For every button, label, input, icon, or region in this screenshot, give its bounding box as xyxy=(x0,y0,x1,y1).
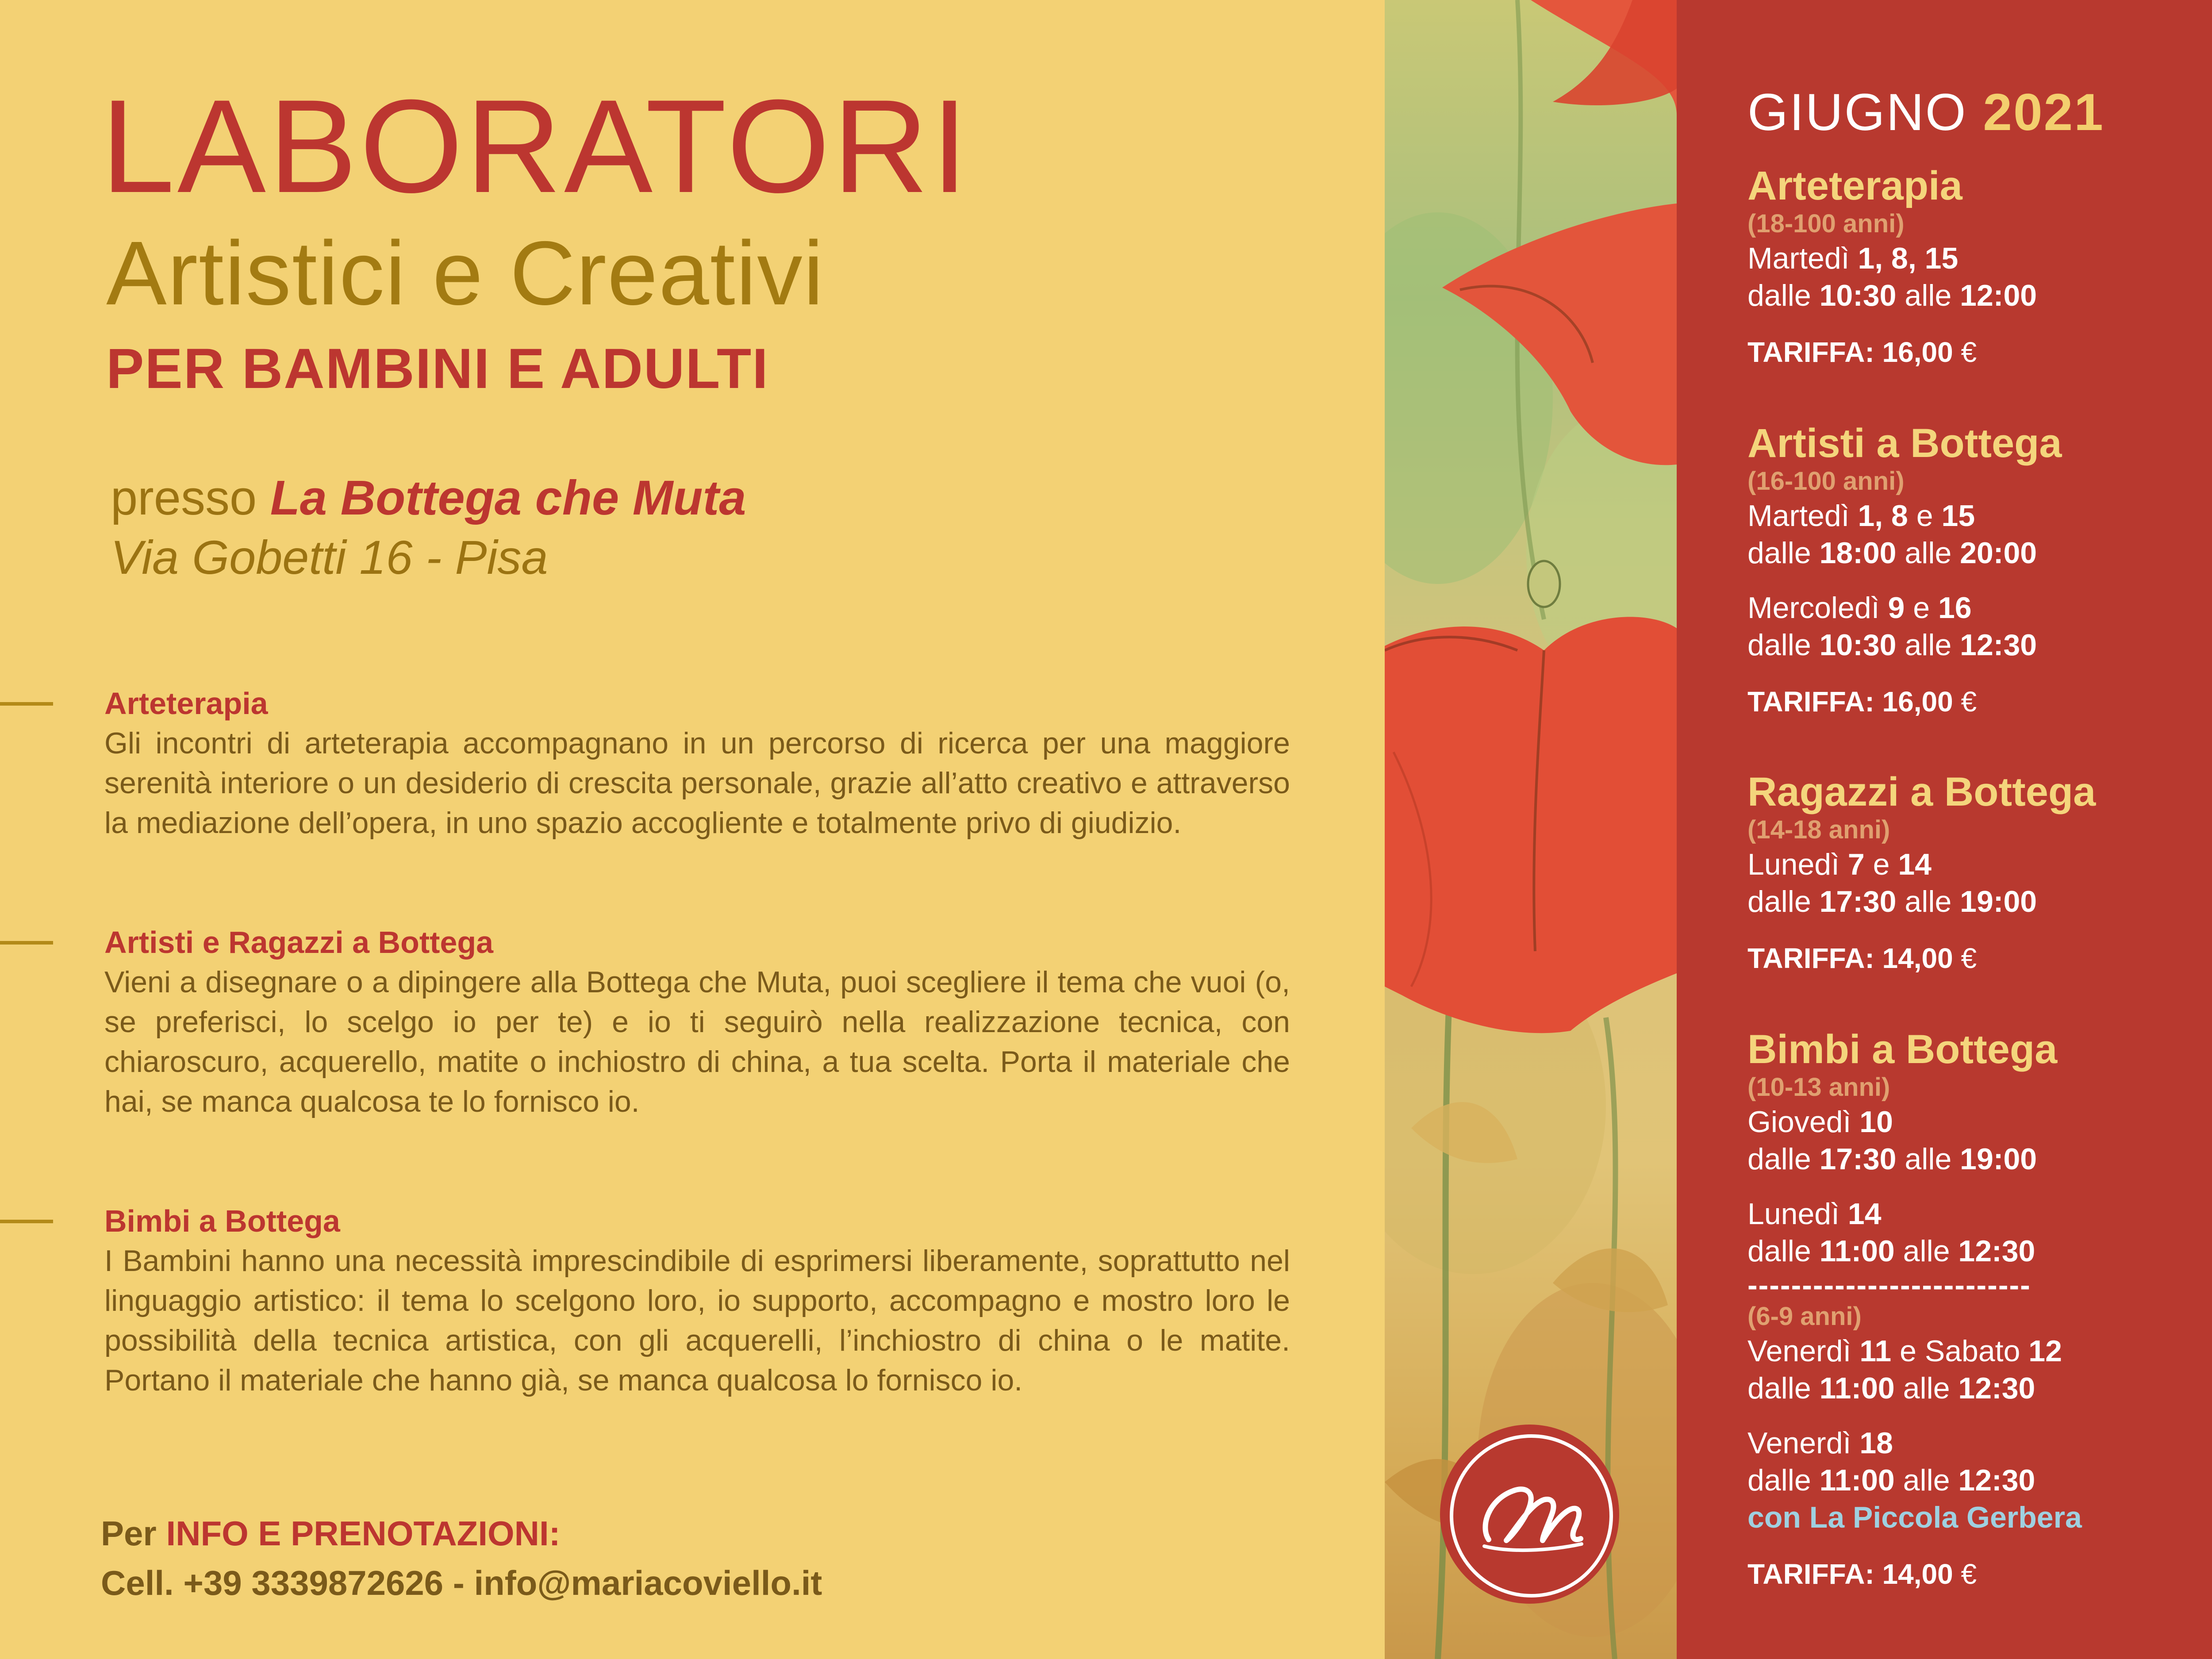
month-name: GIUGNO xyxy=(1747,83,1967,142)
schedule-month xyxy=(1747,83,2104,142)
schedule-days: Lunedì 7 e 14 xyxy=(1747,848,1932,881)
contact-info-label: INFO E PRENOTAZIONI: xyxy=(166,1514,561,1553)
page-title: LABORATORI xyxy=(101,72,971,220)
contact-block xyxy=(101,1509,822,1608)
schedule-time: dalle 18:00 alle 20:00 xyxy=(1747,536,2037,570)
audience-heading: PER BAMBINI E ADULTI xyxy=(106,337,769,400)
schedule-days: Giovedì 10 xyxy=(1747,1105,1893,1139)
poppy-painting-svg xyxy=(1385,0,1677,1659)
schedule-days: Mercoledì 9 e 16 xyxy=(1747,591,1972,625)
month-year: 2021 xyxy=(1983,83,2104,142)
venue-address: Via Gobetti 16 - Pisa xyxy=(111,530,548,584)
schedule-tariff: TARIFFA: 14,00 € xyxy=(1747,1558,1977,1590)
section-body: Gli incontri di arteterapia accompagnano in un percorso di ricerca per una maggiore serenità interiore o un desiderio di crescita personale, grazie all’atto creativo e attraverso la mediazione dell’opera, in uno spazio accogliente e totalmente privo di giudizio. xyxy=(104,726,1290,840)
schedule-time: dalle 10:30 alle 12:00 xyxy=(1747,279,2037,312)
signature-monogram-logo-icon xyxy=(1440,1425,1619,1604)
section-body: Vieni a disegnare o a dipingere alla Bottega che Muta, puoi scegliere il tema che vuoi (o, se preferisci, lo scelgo io per te) e io ti seguirò nella realizzazione tecnica, con chiaroscuro, acquerello, matite o inchiostro di china, a tua scelta. Porta il materiale che hai, se manca qualcosa te lo fornisco io. xyxy=(104,965,1290,1118)
venue-line xyxy=(111,469,746,527)
schedule-ragazzi xyxy=(1747,770,2199,977)
schedule-panel xyxy=(1677,0,2212,1659)
schedule-age: (6-9 anni) xyxy=(1747,1302,1862,1331)
schedule-time: dalle 11:00 alle 12:30 xyxy=(1747,1234,2035,1268)
section-bimbi xyxy=(104,1201,1290,1400)
schedule-bimbi xyxy=(1747,1027,2199,1593)
schedule-tariff: TARIFFA: 14,00 € xyxy=(1747,942,1977,974)
schedule-time: dalle 11:00 alle 12:30 xyxy=(1747,1463,2035,1497)
schedule-days: Martedì 1, 8, 15 xyxy=(1747,242,1959,275)
schedule-days: Martedì 1, 8 e 15 xyxy=(1747,499,1975,533)
logo-mark-icon xyxy=(1440,1425,1619,1604)
schedule-partner: con La Piccola Gerbera xyxy=(1747,1501,2082,1534)
schedule-tariff: TARIFFA: 16,00 € xyxy=(1747,686,1977,718)
schedule-time: dalle 17:30 alle 19:00 xyxy=(1747,885,2037,918)
schedule-days: Venerdì 11 e Sabato 12 xyxy=(1747,1334,2062,1368)
contact-per: Per xyxy=(101,1514,157,1553)
section-arteterapia xyxy=(104,684,1290,843)
section-title: Arteterapia xyxy=(104,686,268,721)
section-dash xyxy=(0,941,53,945)
schedule-age: (14-18 anni) xyxy=(1747,815,1890,844)
page-subtitle: Artistici e Creativi xyxy=(106,223,825,324)
schedule-title: Ragazzi a Bottega xyxy=(1747,769,2096,814)
venue-name: La Bottega che Muta xyxy=(270,471,746,525)
schedule-age: (18-100 anni) xyxy=(1747,209,1905,238)
schedule-tariff: TARIFFA: 16,00 € xyxy=(1747,336,1977,368)
schedule-time: dalle 17:30 alle 19:00 xyxy=(1747,1142,2037,1176)
section-title: Bimbi a Bottega xyxy=(104,1204,340,1238)
schedule-title: Artisti a Bottega xyxy=(1747,421,2062,466)
schedule-separator: -------------------------- xyxy=(1747,1268,2031,1302)
section-title: Artisti e Ragazzi a Bottega xyxy=(104,925,494,960)
schedule-days: Lunedì 14 xyxy=(1747,1197,1882,1231)
schedule-title: Arteterapia xyxy=(1747,163,1962,208)
schedule-artisti xyxy=(1747,421,2199,720)
contact-heading xyxy=(101,1509,822,1558)
schedule-days: Venerdì 18 xyxy=(1747,1426,1893,1460)
section-dash xyxy=(0,1220,53,1223)
schedule-time: dalle 11:00 alle 12:30 xyxy=(1747,1371,2035,1405)
presso-label: presso xyxy=(111,471,257,525)
contact-line[interactable]: Cell. +39 3339872626 - info@mariacoviello.it xyxy=(101,1563,822,1602)
schedule-age: (16-100 anni) xyxy=(1747,467,1905,495)
schedule-time: dalle 10:30 alle 12:30 xyxy=(1747,628,2037,662)
schedule-age: (10-13 anni) xyxy=(1747,1073,1890,1102)
section-body: I Bambini hanno una necessità imprescindibile di esprimersi liberamente, soprattutto nel linguaggio artistico: il tema lo scelgono loro, io supporto, accompagno e mostro loro le possibilità della tecnica artistica, con gli acquerelli, l’inchiostro di china o le matite. Portano il materiale che hanno già, se manca qualcosa lo fornisco io. xyxy=(104,1244,1290,1397)
schedule-arteterapia xyxy=(1747,164,2199,371)
section-dash xyxy=(0,702,53,706)
section-artisti-ragazzi xyxy=(104,922,1290,1121)
watercolor-poppy-illustration xyxy=(1385,0,1677,1659)
schedule-title: Bimbi a Bottega xyxy=(1747,1027,2058,1072)
